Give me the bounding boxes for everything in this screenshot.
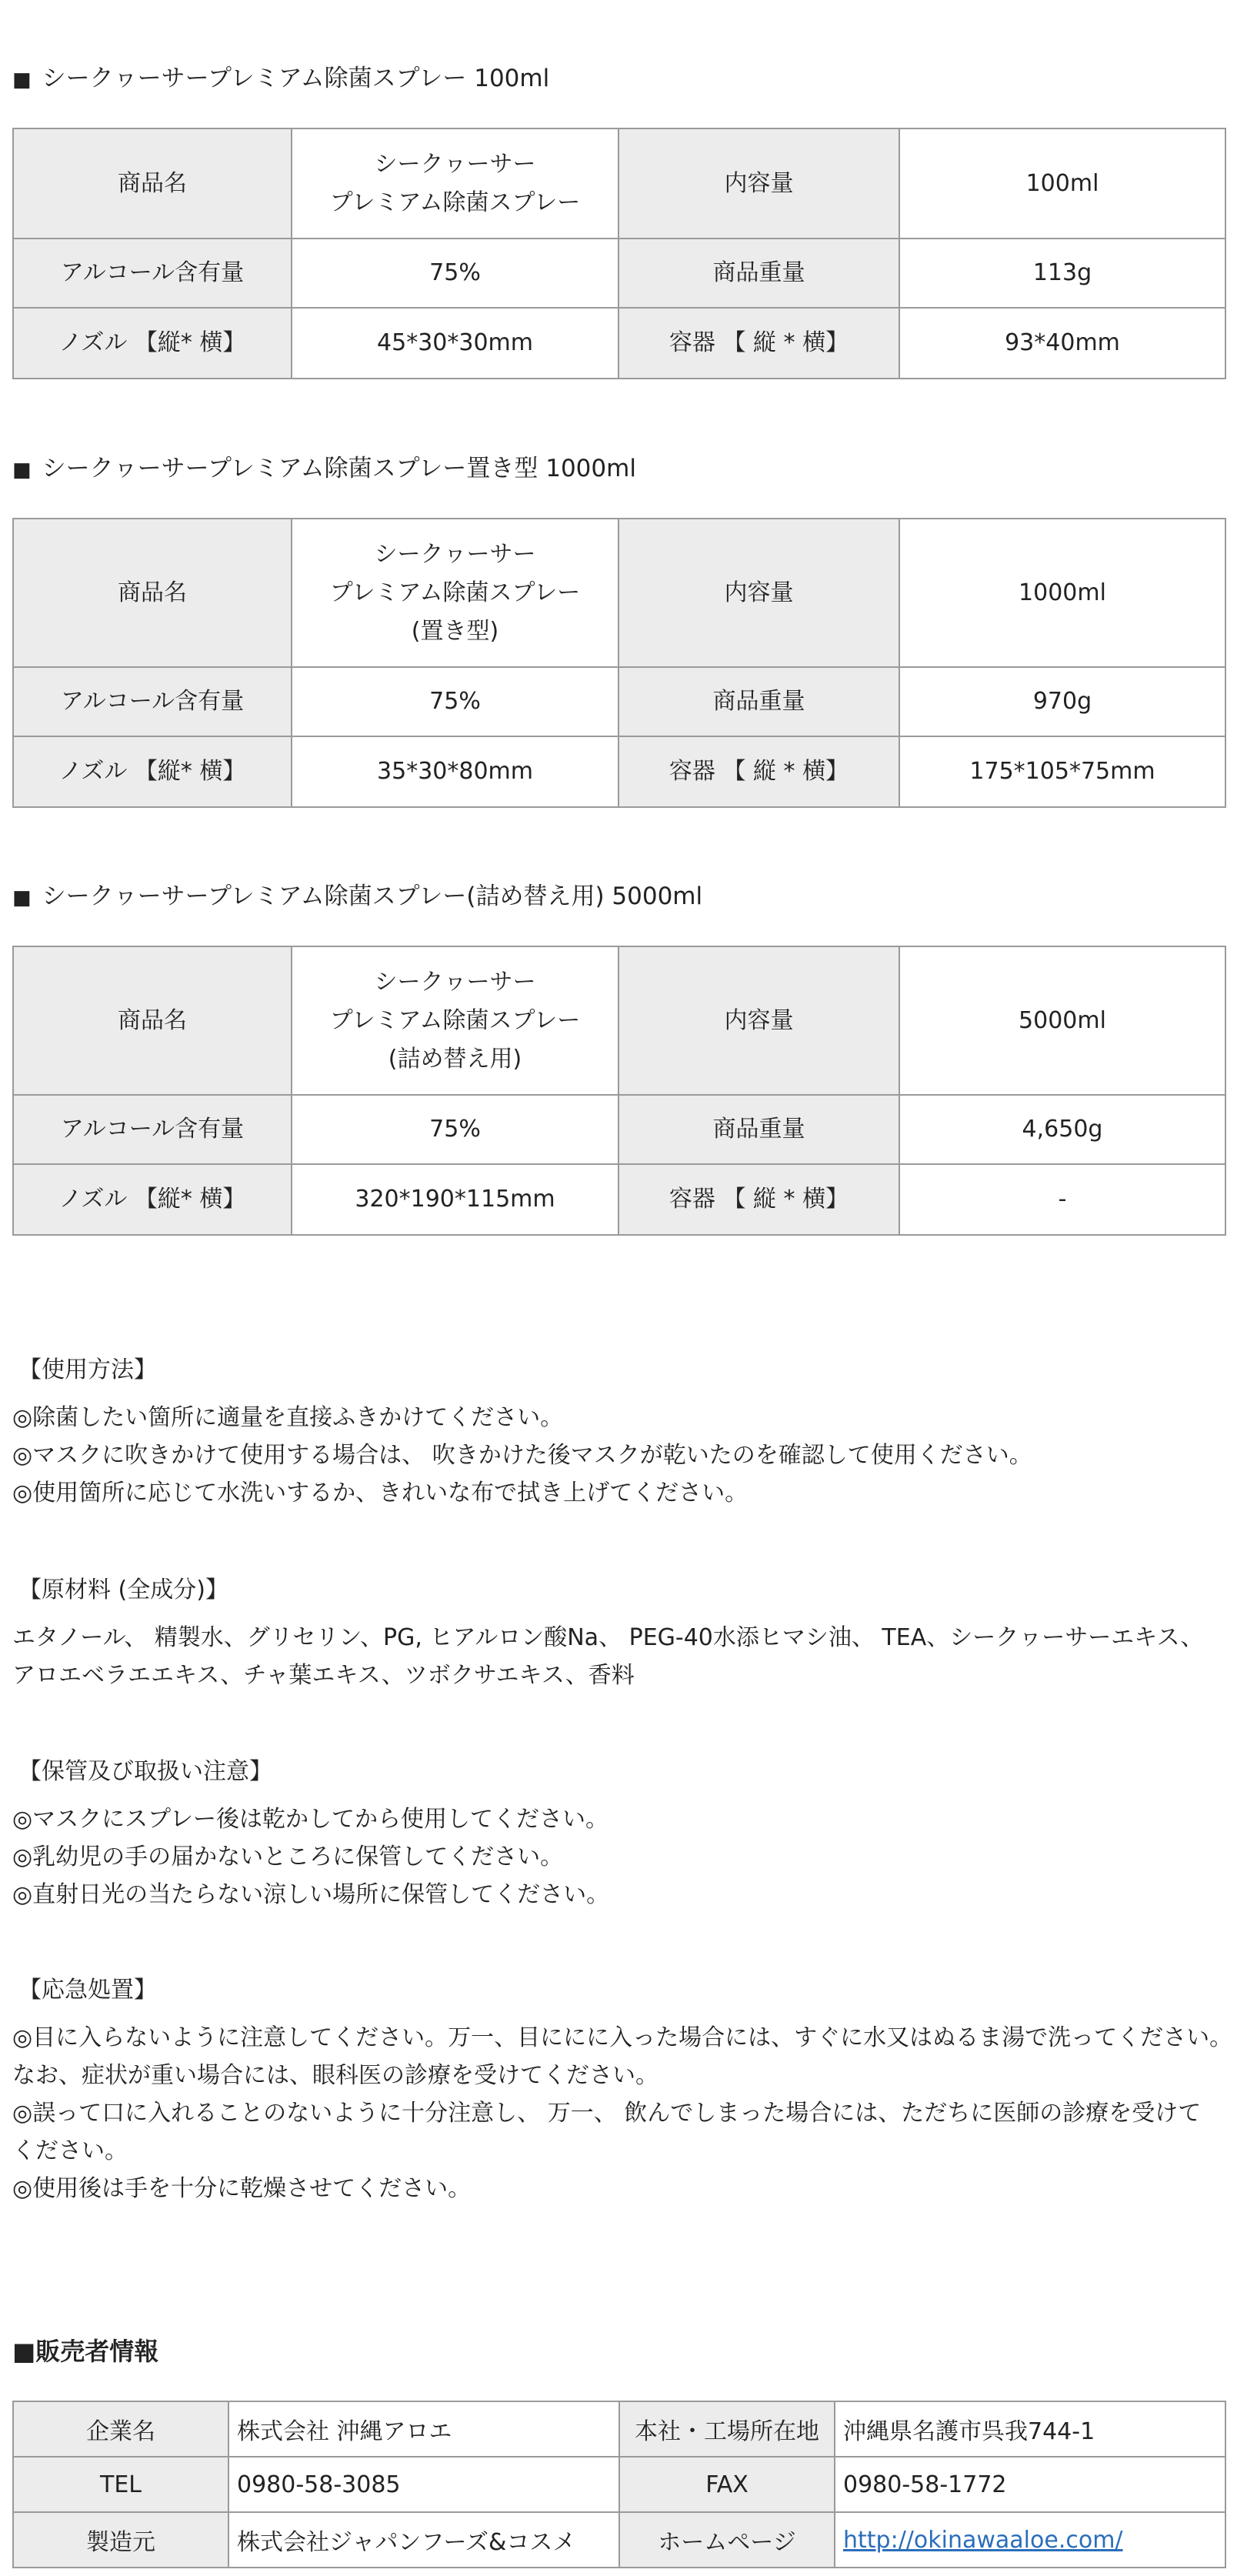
label-cell: 容器 【 縦 * 横】 — [618, 1164, 899, 1235]
ingredients-list — [12, 1619, 1225, 1694]
value-cell: 沖縄県名護市呉我744-1 — [835, 2401, 1225, 2457]
seller-title: ■販売者情報 — [12, 2337, 159, 2366]
table-row — [13, 128, 1225, 239]
table-row — [13, 2401, 1225, 2457]
label-cell: TEL — [13, 2457, 228, 2512]
label-cell: 製造元 — [13, 2512, 228, 2568]
seller-info-table — [12, 2401, 1226, 2568]
product-2-title — [12, 453, 636, 486]
emergency-heading: 【応急処置】 — [18, 1977, 157, 2004]
homepage-link[interactable]: http://okinawaaloe.com/ — [843, 2526, 1123, 2554]
value-cell: 1000ml — [899, 519, 1225, 667]
value-cell: 93*40mm — [899, 308, 1225, 379]
value-cell: 175*105*75mm — [899, 736, 1225, 807]
value-cell: 75% — [292, 239, 618, 308]
product-name-line: シークヮーサー プレミアム除菌スプレー — [329, 150, 581, 216]
table-row — [13, 308, 1225, 379]
ingredients-line: アロエベラエエキス、チャ葉エキス、ツボクサエキス、香料 — [12, 1662, 635, 1689]
label-cell: 商品名 — [13, 519, 292, 667]
label-cell: アルコール含有量 — [13, 1095, 292, 1164]
storage-line: ◎乳幼児の手の届かないところに保管してください。 — [12, 1844, 564, 1870]
value-cell: 100ml — [899, 128, 1225, 239]
table-row — [13, 667, 1225, 736]
value-cell: 株式会社 沖縄アロエ — [228, 2401, 619, 2457]
value-cell: 0980-58-1772 — [835, 2457, 1225, 2512]
product-name-line: シークヮーサー プレミアム除菌スプレー (置き型) — [329, 540, 581, 645]
ingredients-line: エタノール、 精製水、グリセリン、PG, ヒアルロン酸Na、 PEG-40水添ヒマシ油、 TEA、シークヮーサーエキス、 — [12, 1624, 1204, 1651]
value-cell: 320*190*115mm — [292, 1164, 618, 1235]
value-cell — [292, 946, 618, 1095]
label-cell: 商品名 — [13, 946, 292, 1095]
label-cell: 容器 【 縦 * 横】 — [618, 736, 899, 807]
label-cell: 内容量 — [618, 946, 899, 1095]
value-cell: 113g — [899, 239, 1225, 308]
square-bullet-icon: ■ — [12, 886, 32, 909]
product-name-line: シークヮーサー プレミアム除菌スプレー (詰め替え用) — [329, 968, 581, 1073]
label-cell: ノズル 【縦* 横】 — [13, 736, 292, 807]
value-cell: 45*30*30mm — [292, 308, 618, 379]
usage-heading: 【使用方法】 — [18, 1356, 157, 1383]
table-row — [13, 1095, 1225, 1164]
label-cell: ノズル 【縦* 横】 — [13, 1164, 292, 1235]
label-cell: ノズル 【縦* 横】 — [13, 308, 292, 379]
value-cell: 0980-58-3085 — [228, 2457, 619, 2512]
table-row — [13, 519, 1225, 667]
value-cell — [835, 2512, 1225, 2568]
emergency-line: ◎使用後は手を十分に乾燥させてください。 — [12, 2175, 472, 2202]
product-1-spec-table — [12, 128, 1226, 379]
usage-line: ◎使用箇所に応じて水洗いするか、きれいな布で拭き上げてください。 — [12, 1480, 749, 1507]
product-2-spec-table — [12, 518, 1226, 808]
label-cell: 内容量 — [618, 128, 899, 239]
table-row — [13, 736, 1225, 807]
value-cell: 4,650g — [899, 1095, 1225, 1164]
label-cell: 容器 【 縦 * 横】 — [618, 308, 899, 379]
value-cell: 75% — [292, 1095, 618, 1164]
label-cell: ホームページ — [619, 2512, 835, 2568]
product-1-title — [12, 63, 549, 95]
label-cell: 内容量 — [618, 519, 899, 667]
table-row — [13, 2512, 1225, 2568]
square-bullet-icon: ■ — [12, 68, 32, 92]
label-cell: アルコール含有量 — [13, 667, 292, 736]
label-cell: FAX — [619, 2457, 835, 2512]
value-cell — [292, 519, 618, 667]
product-2-title-text: シークヮーサープレミアム除菌スプレー置き型 1000ml — [42, 455, 636, 482]
product-3-title-text: シークヮーサープレミアム除菌スプレー(詰め替え用) 5000ml — [42, 883, 703, 910]
storage-list — [12, 1800, 1225, 1914]
ingredients-heading: 【原材料 (全成分)】 — [18, 1577, 228, 1603]
value-cell: 5000ml — [899, 946, 1225, 1095]
square-bullet-icon: ■ — [12, 459, 32, 482]
label-cell: 商品重量 — [618, 667, 899, 736]
emergency-line: ◎目に入らないように注意してください。万一、目ににに入った場合には、すぐに水又はぬるま湯で洗ってください。 — [12, 2024, 1233, 2051]
value-cell: 75% — [292, 667, 618, 736]
table-row — [13, 946, 1225, 1095]
product-1-title-text: シークヮーサープレミアム除菌スプレー 100ml — [42, 65, 550, 92]
usage-list — [12, 1399, 1225, 1512]
usage-line: ◎除菌したい箇所に適量を直接ふきかけてください。 — [12, 1404, 564, 1431]
table-row — [13, 1164, 1225, 1235]
label-cell: 商品名 — [13, 128, 292, 239]
product-3-title — [12, 881, 702, 913]
value-cell: 株式会社ジャパンフーズ&コスメ — [228, 2512, 619, 2568]
value-cell: - — [899, 1164, 1225, 1235]
product-3-spec-table — [12, 946, 1226, 1236]
label-cell: 商品重量 — [618, 1095, 899, 1164]
table-row — [13, 239, 1225, 308]
storage-line: ◎直射日光の当たらない涼しい場所に保管してください。 — [12, 1881, 610, 1908]
emergency-line: ◎誤って口に入れることのないように十分注意し、 万一、 飲んでしまった場合には、ただちに医師の診療を受けて — [12, 2100, 1202, 2127]
label-cell: 企業名 — [13, 2401, 228, 2457]
storage-heading: 【保管及び取扱い注意】 — [18, 1758, 272, 1785]
storage-line: ◎マスクにスプレー後は乾かしてから使用してください。 — [12, 1806, 608, 1833]
table-row — [13, 2457, 1225, 2512]
usage-line: ◎マスクに吹きかけて使用する場合は、 吹きかけた後マスクが乾いたのを確認して使用ください。 — [12, 1442, 1032, 1469]
emergency-line: ください。 — [12, 2137, 128, 2164]
value-cell — [292, 128, 618, 239]
label-cell: 商品重量 — [618, 239, 899, 308]
emergency-line: なお、症状が重い場合には、眼科医の診療を受けてください。 — [12, 2062, 659, 2089]
value-cell: 35*30*80mm — [292, 736, 618, 807]
emergency-list — [12, 2019, 1233, 2207]
value-cell: 970g — [899, 667, 1225, 736]
label-cell: 本社・工場所在地 — [619, 2401, 835, 2457]
label-cell: アルコール含有量 — [13, 239, 292, 308]
